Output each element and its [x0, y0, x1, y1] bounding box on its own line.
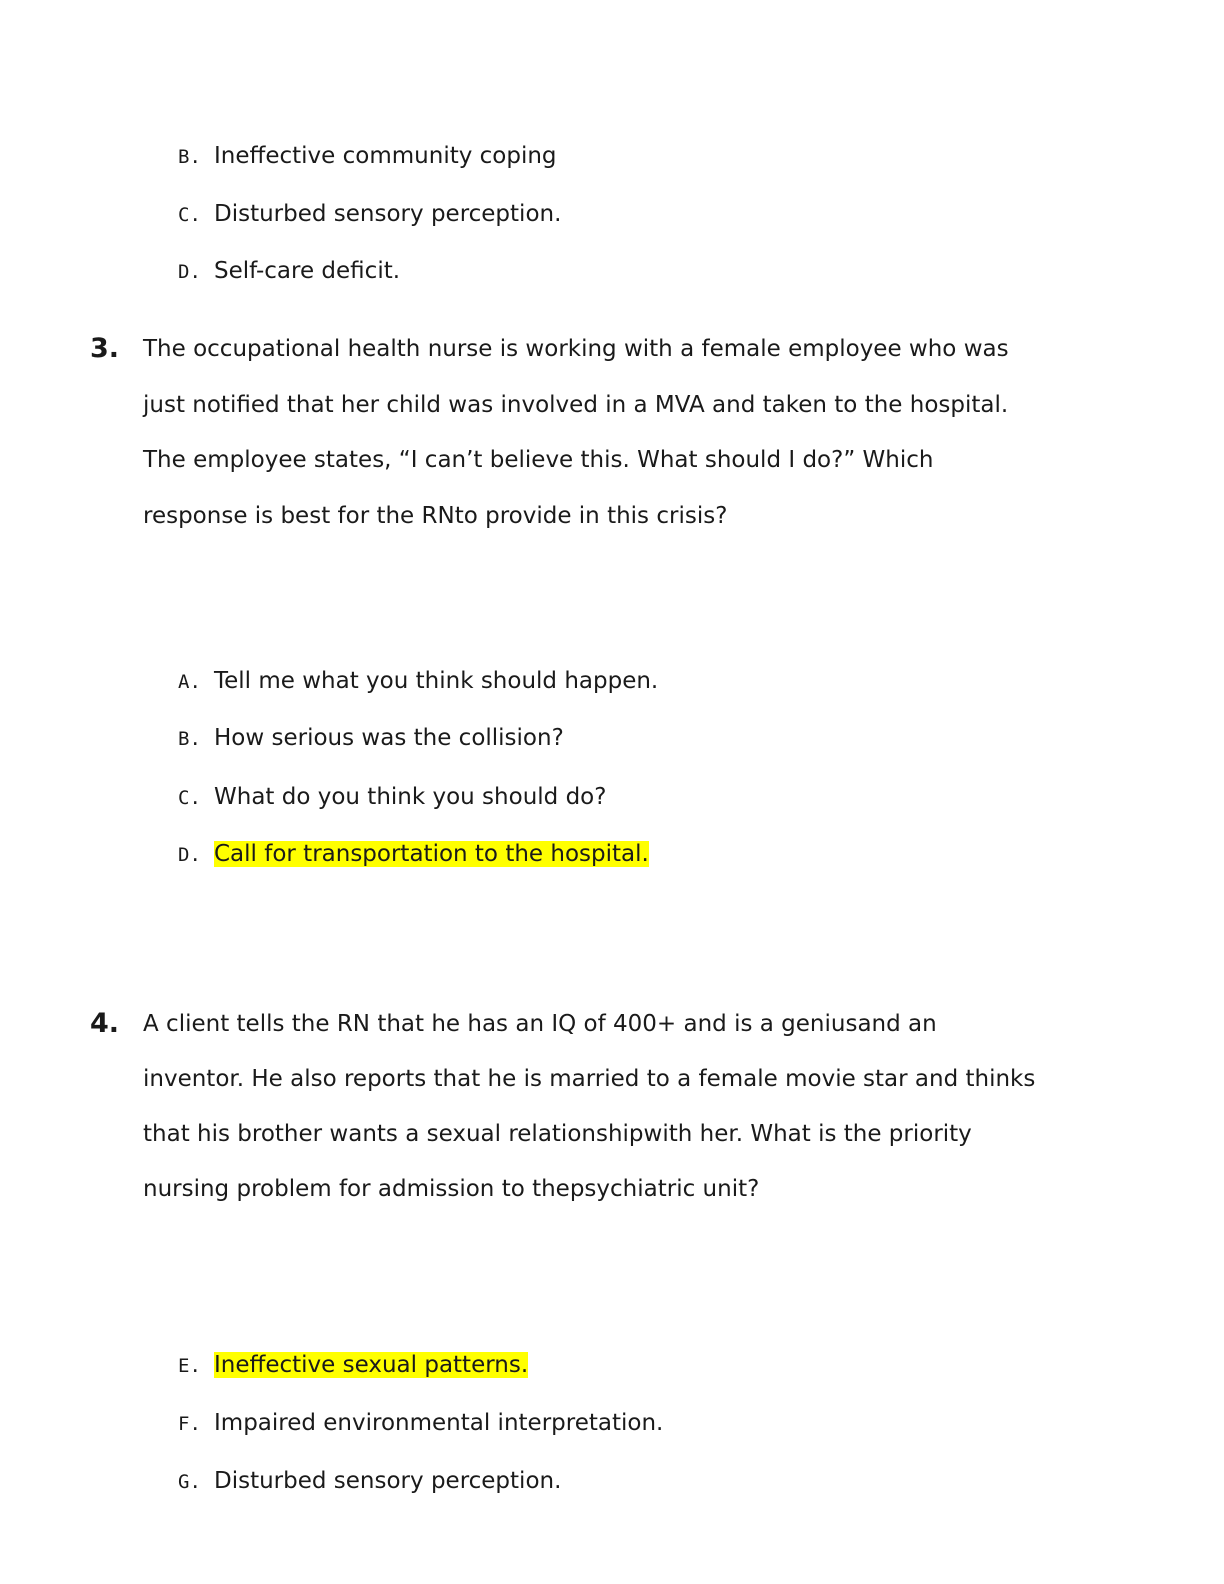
highlighted-answer: Call for transportation to the hospital. [214, 841, 649, 867]
option-letter: C. [178, 204, 201, 226]
question-4-line: inventor. He also reports that he is married to a female movie star and thinks [143, 1066, 1036, 1092]
question-4-number: 4. [90, 1008, 120, 1039]
option-text: Disturbed sensory perception. [214, 1468, 562, 1494]
option-letter: E. [178, 1355, 201, 1377]
option-a-q3 [178, 665, 658, 698]
question-3-line: The occupational health nurse is working with a female employee who was [143, 336, 1009, 362]
option-d-prev [178, 255, 400, 288]
option-letter: F. [178, 1413, 201, 1435]
option-d-q3 [178, 838, 649, 871]
question-4-line: nursing problem for admission to thepsychiatric unit? [143, 1176, 760, 1202]
option-g-q4 [178, 1465, 561, 1498]
highlighted-answer: Ineffective sexual patterns. [214, 1352, 529, 1378]
option-letter: A. [178, 671, 201, 693]
question-4-line: that his brother wants a sexual relationshipwith her. What is the priority [143, 1121, 972, 1147]
option-text: Ineffective community coping [214, 143, 557, 169]
option-letter: D. [178, 844, 201, 866]
option-text: Impaired environmental interpretation. [214, 1410, 664, 1436]
option-letter: B. [178, 146, 201, 168]
option-text: Tell me what you think should happen. [214, 668, 659, 694]
option-e-q4 [178, 1349, 528, 1382]
option-text: Disturbed sensory perception. [214, 201, 562, 227]
question-3-line: The employee states, “I can’t believe this. What should I do?” Which [143, 447, 934, 473]
question-4-line: A client tells the RN that he has an IQ of 400+ and is a geniusand an [143, 1011, 937, 1037]
option-c-prev [178, 198, 561, 231]
option-letter: D. [178, 261, 201, 283]
option-text: What do you think you should do? [214, 784, 607, 810]
question-3-line: response is best for the RNto provide in this crisis? [143, 503, 728, 529]
option-b-prev [178, 140, 557, 173]
option-letter: G. [178, 1471, 201, 1493]
question-3-line: just notified that her child was involved in a MVA and taken to the hospital. [143, 392, 1009, 418]
option-c-q3 [178, 781, 606, 814]
option-letter: B. [178, 728, 201, 750]
option-text: How serious was the collision? [214, 725, 564, 751]
question-3-number: 3. [90, 333, 120, 364]
option-b-q3 [178, 722, 564, 755]
option-f-q4 [178, 1407, 663, 1440]
option-letter: C. [178, 787, 201, 809]
option-text: Self-care deficit. [214, 258, 401, 284]
